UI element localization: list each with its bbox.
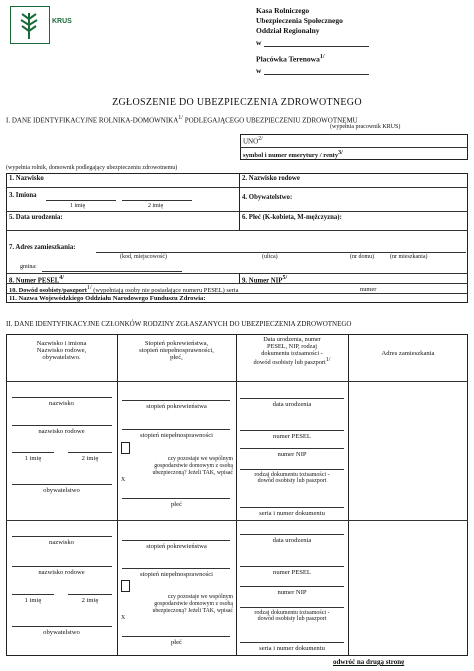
row2-doc-number[interactable]: seria i numer dokumentu [259,645,325,652]
row2-pesel[interactable]: numer PESEL [273,569,311,576]
org-line3: Oddział Regionalny [256,26,320,35]
field-surname[interactable]: 1. Nazwisko [9,175,44,182]
org-w1: w [256,38,262,47]
row2-sex[interactable]: płeć [171,639,182,646]
field-sex[interactable]: 6. Płeć (K-kobieta, M-mężczyzna): [242,214,342,221]
field-nip[interactable]: 9. Numer $NIP^{5/}$ [242,275,288,285]
addr-flat: (nr mieszkania) [390,254,428,260]
wheat-icon [11,7,48,42]
row2-name1[interactable]: 1 imię [24,597,42,604]
col-header-kinship: Stopień pokrewieństwa, stopień niepełnosprawności, płeć, [139,340,214,361]
row2-household-question: czy pozostaje we wspólnym gospodarstwie domowym z osobą ubezpieczoną? Jeżeli TAK, wpisać X [121,594,233,621]
row1-disability[interactable]: stopień niepełnosprawności [139,432,214,439]
field-dob[interactable]: 5. Data urodzenia: [9,214,63,221]
row1-surname[interactable]: nazwisko [49,400,74,407]
row1-household-question: czy pozostaje we wspólnym gospodarstwie domowym z osobą ubezpieczoną? Jeżeli TAK, wpisać X [121,456,233,483]
uno-label: $UNO^{2/}$ [243,136,263,146]
row1-nip[interactable]: numer NIP [277,451,307,458]
field-id-number: numer [360,286,377,293]
row2-citizenship[interactable]: obywatelstwo [43,629,80,636]
col-header-address: Adres zamieszkania [381,350,435,357]
row2-maiden[interactable]: nazwisko rodowe [38,569,85,576]
field-maiden-name[interactable]: 2. Nazwisko rodowe [242,175,300,182]
row2-kinship[interactable]: stopień pokrewieństwa [146,543,207,550]
field-name2: 2 imię [148,203,164,209]
page-title: ZGŁOSZENIE DO UBEZPIECZENIA ZDROWOTNEGO [112,97,362,108]
row2-dob[interactable]: data urodzenia [272,537,312,544]
family-table [6,334,468,656]
row2-household-checkbox[interactable] [121,580,130,592]
org-line1: Kasa Rolniczego [256,6,310,15]
field-pesel[interactable]: 8. Numer $PESEL^{4/}$ [9,275,64,285]
row1-doc-number[interactable]: seria i numer dokumentu [259,510,325,517]
field-names[interactable]: 3. Imiona [9,192,37,199]
section2-heading: II. DANE IDENTYFIKACYJNE CZŁONKÓW RODZINY ZGŁASZANYCH DO UBEZPIECZENIA ZDROWOTNEGO [6,320,352,328]
col-header-names: Nazwisko i imiona Nazwisko rodowe, obywatelstwo. [36,340,87,361]
row1-doc-type[interactable]: rodzaj dokumentu tożsamości - dowód osobisty lub paszport [254,472,330,484]
org-line4: Placówka Terenowa$^{1/}$ [256,54,325,64]
row1-name2[interactable]: 2 imię [81,455,99,462]
row1-dob[interactable]: data urodzenia [272,401,312,408]
addr-house: (nr domu) [350,254,375,260]
row1-pesel[interactable]: numer PESEL [273,433,311,440]
org-w2: w [256,66,262,75]
row1-name1[interactable]: 1 imię [24,455,42,462]
field-name1: 1 imię [70,203,86,209]
section1-heading: I. DANE IDENTYFIKACYJNE ROLNIKA-$DOMOWNIKA^{1/}$ PODLEGAJĄCEGO UBEZPIECZENIU ZDROWOTNEMU [6,115,358,125]
turn-over-note: odwróć na drugą stronę [333,658,405,666]
col-header-ids: Data urodzenia, numer PESEL, NIP, rodzaj dokumentu tożsamości - dowód osobisty lub paszport$^{1/}$ [253,336,331,367]
note-krus: (wypełnia pracownik KRUS) [330,124,401,130]
field-nfz[interactable]: 11. Nazwa Wojewódzkiego Oddziału Narodowego Funduszu Zdrowia: [9,295,206,302]
field-id-doc[interactable]: 10. Dowód osobisty/paszport$^{1/}$ (wypełniają osoby nie posiadające numeru PESEL) seria [9,285,239,295]
pension-label: symbol i numer emerytury / renty$^{3/}$ [243,150,343,160]
row1-sex[interactable]: płeć [171,501,182,508]
row2-name2[interactable]: 2 imię [81,597,99,604]
addr-commune: gmina: [20,264,37,270]
krus-logo [10,6,50,44]
row1-citizenship[interactable]: obywatelstwo [43,487,80,494]
row2-doc-type[interactable]: rodzaj dokumentu tożsamości - dowód osobisty lub paszport [254,610,330,622]
row2-nip[interactable]: numer NIP [277,589,307,596]
row1-household-checkbox[interactable] [121,442,130,454]
field-address[interactable]: 7. Adres zamieszkania: [9,244,76,251]
row1-maiden[interactable]: nazwisko rodowe [38,428,85,435]
note-fill: (wypełnia rolnik, domownik podlegający ubezpieczeniu zdrowotnemu) [6,165,178,171]
addr-postal: (kod, miejscowość) [120,254,167,260]
row2-disability[interactable]: stopień niepełnosprawności [139,571,214,578]
field-citizenship[interactable]: 4. Obywatelstwo: [242,194,293,201]
logo-text: KRUS [52,18,72,25]
org-line2: Ubezpieczenia Społecznego [256,16,343,25]
row2-surname[interactable]: nazwisko [49,539,74,546]
addr-street: (ulica) [262,254,278,260]
row1-kinship[interactable]: stopień pokrewieństwa [146,403,207,410]
